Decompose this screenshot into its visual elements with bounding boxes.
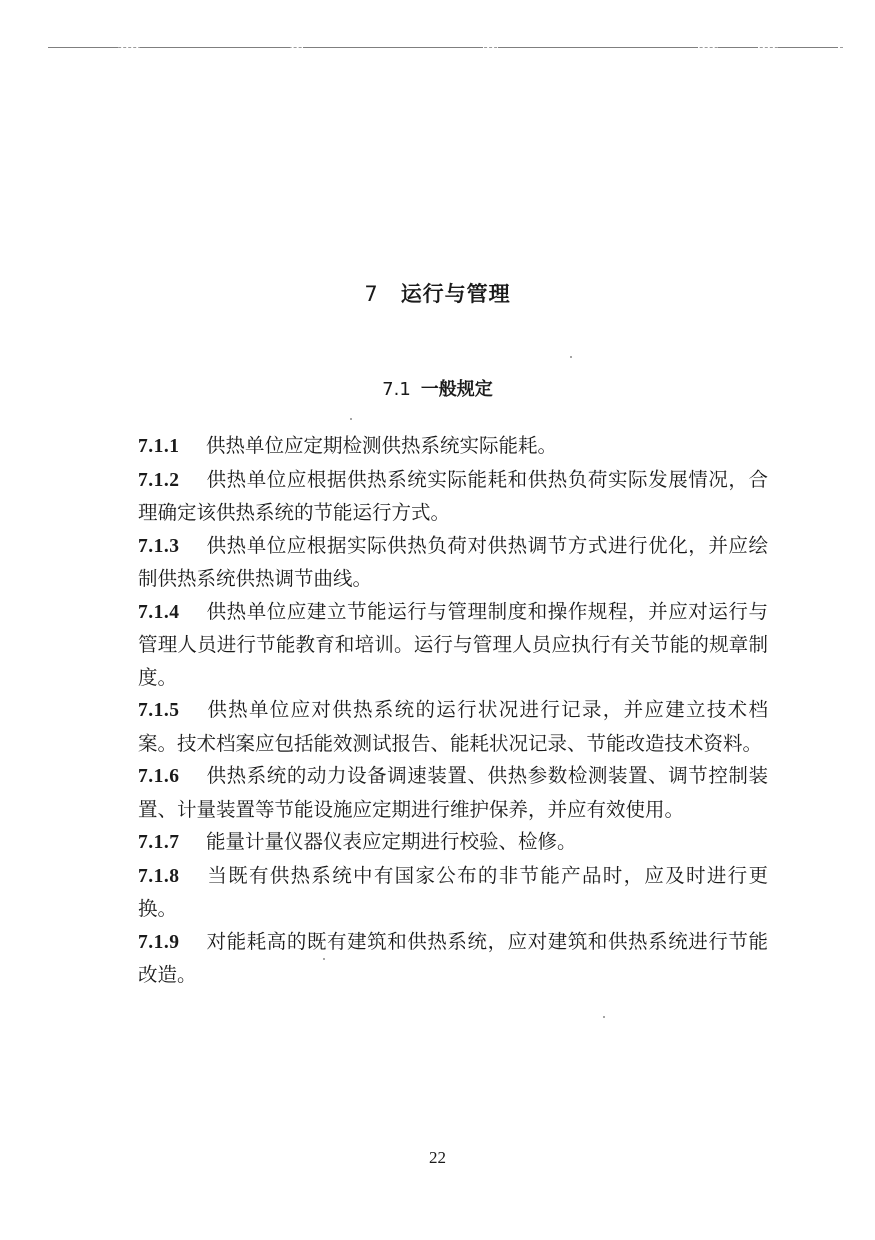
clause-text: 供热单位应建立节能运行与管理制度和操作规程，并应对运行与管理人员进行节能教育和培训。运行与管理人员应执行有关节能的规章制度。 [138, 599, 768, 689]
clause-text: 供热单位应定期检测供热系统实际能耗。 [206, 434, 558, 457]
clause-number: 7.1.9 [138, 931, 180, 953]
clause-number: 7.1.6 [138, 766, 180, 787]
page-number: 22 [429, 1148, 446, 1167]
clause-7-1-9 [138, 926, 768, 992]
clause-text: 对能耗高的既有建筑和供热系统，应对建筑和供热系统进行节能改造。 [138, 929, 768, 986]
clause-text: 供热单位应对供热系统的运行状况进行记录，并应建立技术档案。技术档案应包括能效测试报告、能耗状况记录、节能改造技术资料。 [138, 698, 768, 755]
clause-number: 7.1.3 [138, 535, 180, 557]
top-divider-rule [48, 47, 843, 48]
clause-7-1-4 [138, 596, 768, 695]
clause-7-1-3 [138, 530, 768, 596]
scan-speck [603, 1016, 605, 1018]
clause-number: 7.1.1 [138, 436, 180, 457]
clause-text: 能量计量仪器仪表应定期进行校验、检修。 [206, 830, 577, 853]
clause-number: 7.1.4 [138, 601, 180, 623]
chapter-number: 7 [364, 282, 379, 306]
chapter-heading [0, 278, 875, 308]
scan-speck [570, 356, 572, 358]
scan-speck [350, 418, 352, 420]
chapter-title: 运行与管理 [400, 282, 511, 306]
clause-7-1-2 [138, 464, 768, 530]
clause-7-1-1 [138, 430, 768, 464]
clause-text: 当既有供热系统中有国家公布的非节能产品时，应及时进行更换。 [138, 863, 768, 920]
clause-text: 供热单位应根据实际供热负荷对供热调节方式进行优化，并应绘制供热系统供热调节曲线。 [138, 533, 768, 590]
clause-number: 7.1.2 [138, 469, 180, 491]
clause-7-1-6 [138, 760, 768, 826]
clause-7-1-7 [138, 826, 768, 860]
scan-speck [323, 958, 325, 960]
section-number: 7.1 [382, 379, 411, 400]
clause-number: 7.1.8 [138, 865, 180, 887]
clause-7-1-5 [138, 694, 768, 760]
clause-list [138, 430, 768, 992]
section-heading [0, 375, 875, 401]
clause-number: 7.1.5 [138, 700, 180, 721]
clause-text: 供热单位应根据供热系统实际能耗和供热负荷实际发展情况，合理确定该供热系统的节能运行方式。 [138, 467, 768, 524]
clause-number: 7.1.7 [138, 832, 180, 853]
section-title: 一般规定 [420, 379, 493, 400]
clause-7-1-8 [138, 860, 768, 926]
clause-text: 供热系统的动力设备调速装置、供热参数检测装置、调节控制装置、计量装置等节能设施应定期进行维护保养，并应有效使用。 [138, 764, 768, 821]
